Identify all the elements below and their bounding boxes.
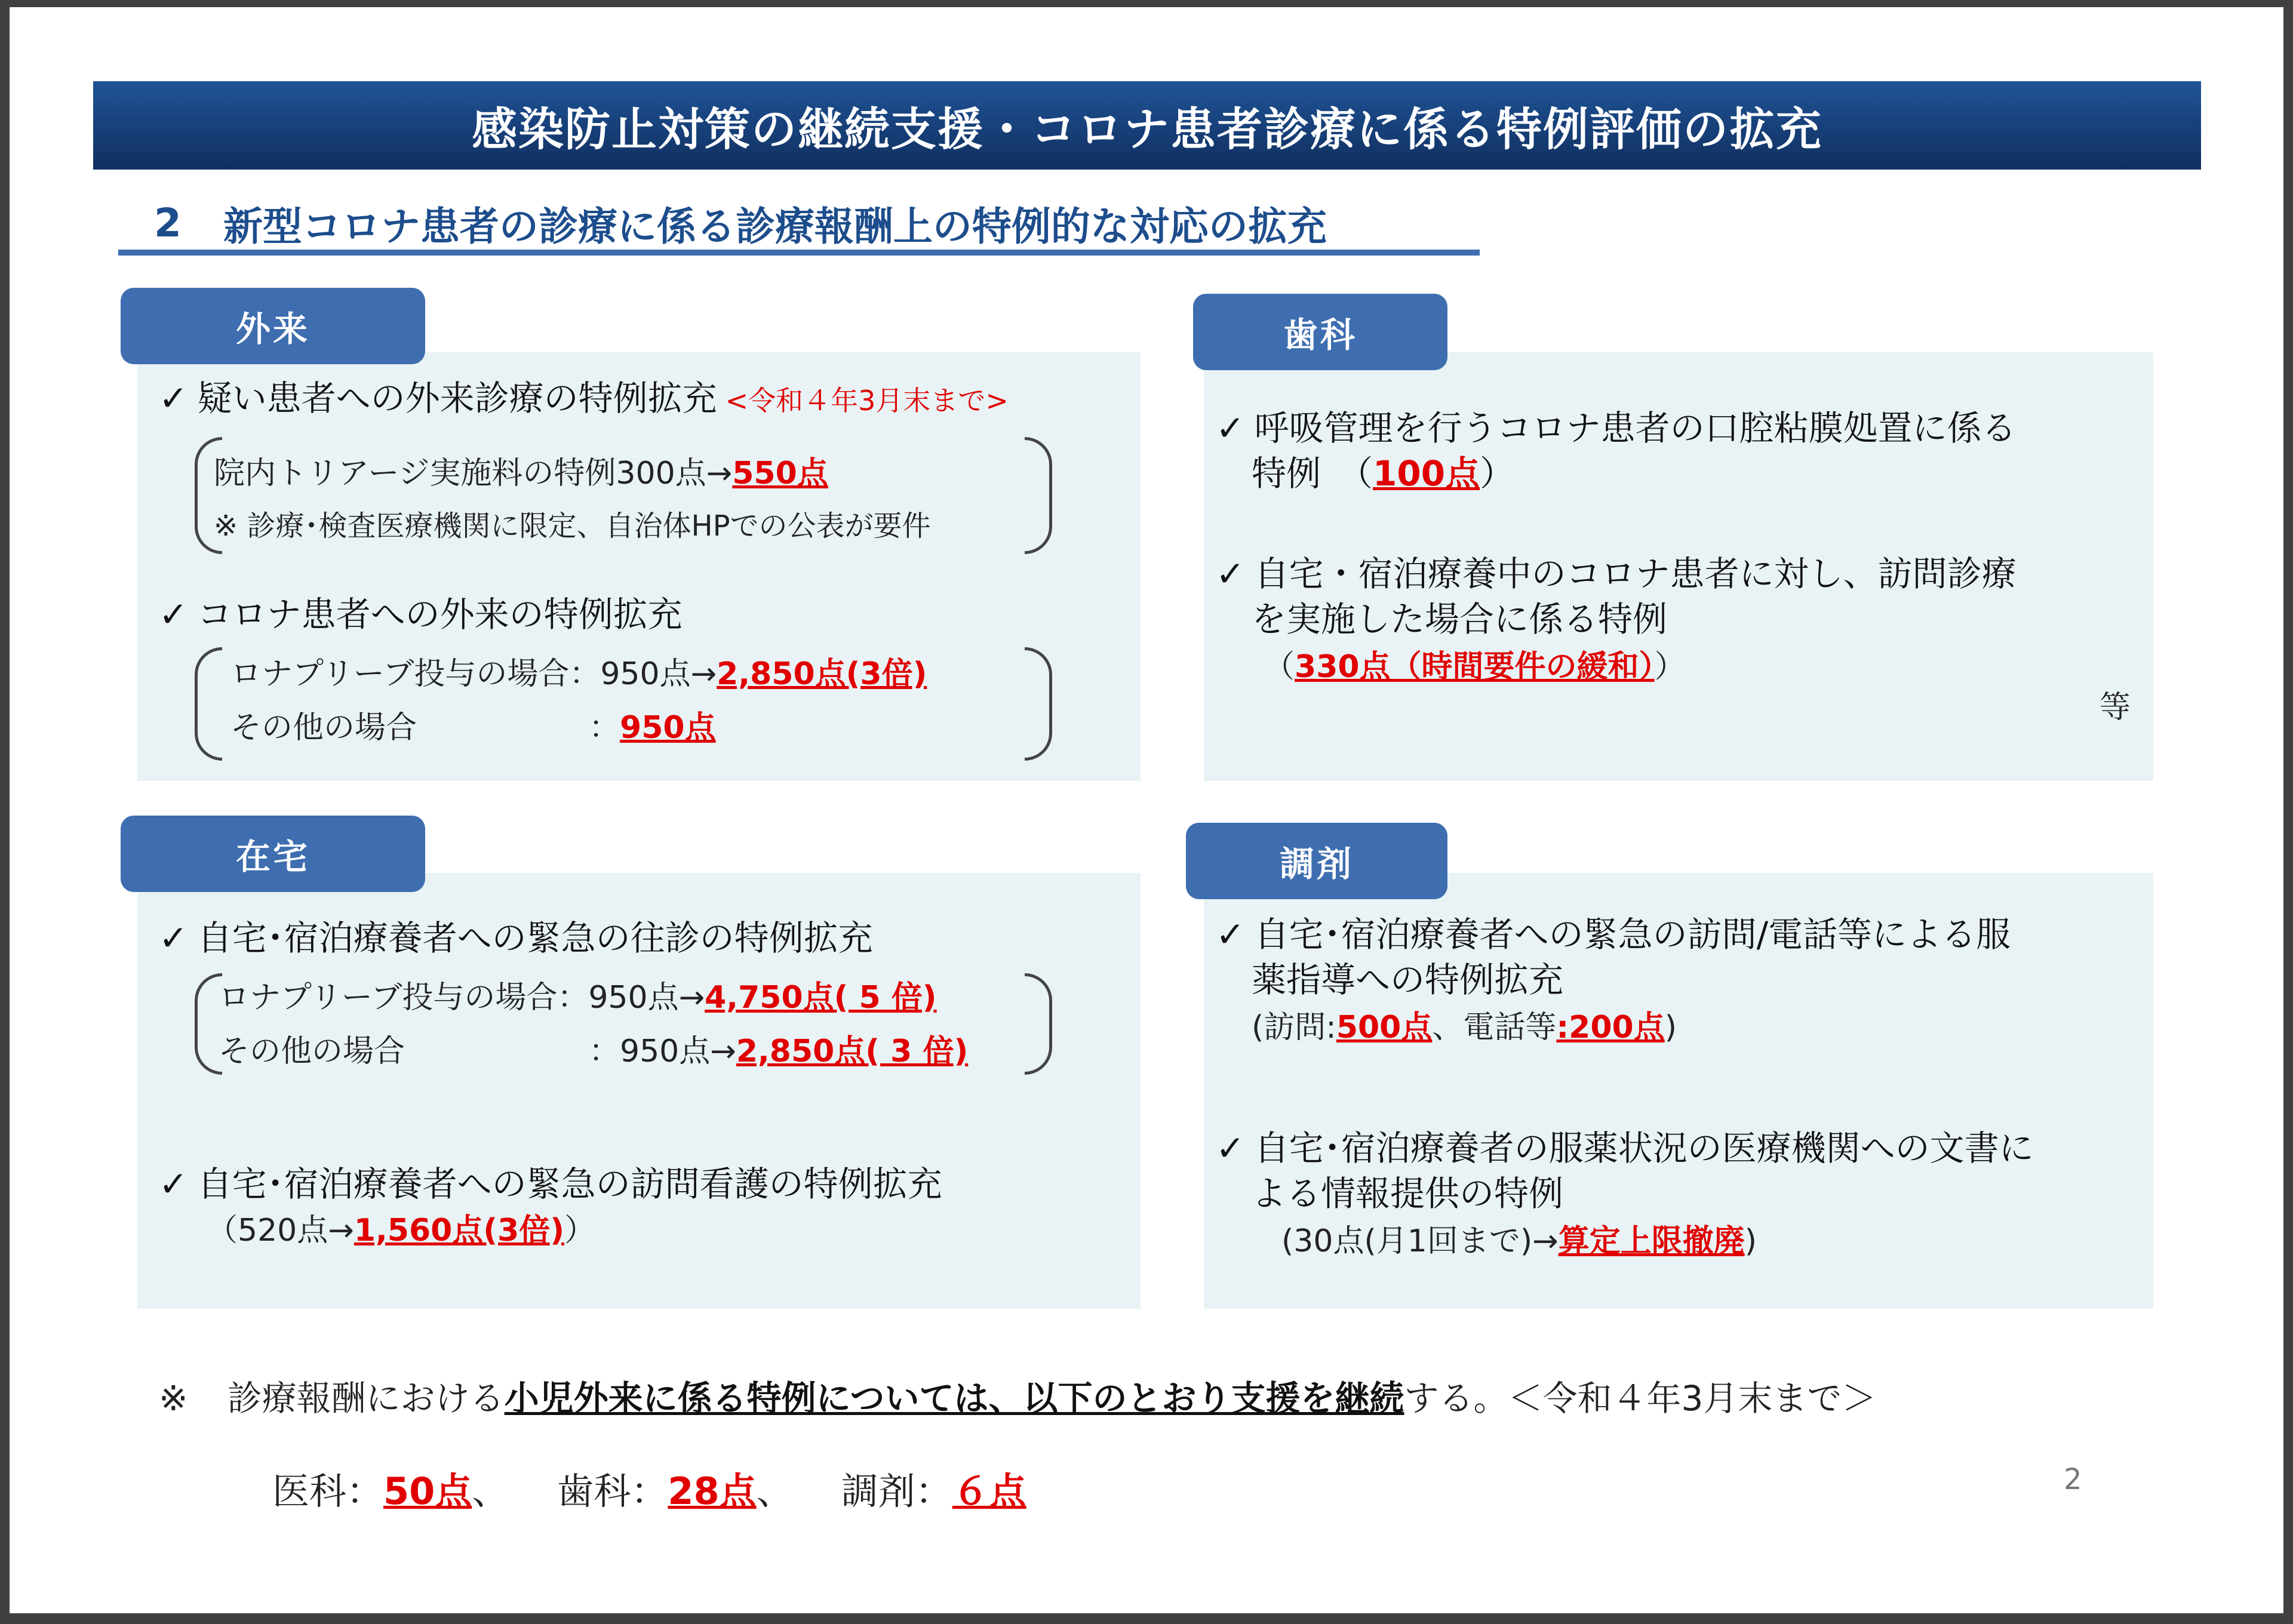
home-other-value: ：950点→2,850点( 3 倍) (589, 1034, 969, 1069)
ronapreve-line: ロナプリーブ投与の場合：950点→2,850点(3倍) (230, 656, 927, 692)
home-other-line: その他の場合 (219, 1034, 405, 1069)
check-icon: ✓ (159, 1164, 188, 1204)
pediatric-points: 医科：50点、 歯科：28点、 調剤：６点 (272, 1469, 1026, 1513)
dental-item-1: ✓ 呼吸管理を行うコロナ患者の口腔粘膜処置に係る (1216, 408, 2017, 448)
dental-item-1-line2: 特例 （100点） (1252, 453, 1515, 494)
triage-fee-line: 院内トリアージ実施料の特例300点→550点 (214, 456, 828, 491)
section-heading-text: 新型コロナ患者の診療に係る診療報酬上の特例的な対応の拡充 (223, 203, 1327, 250)
bracket-right (1025, 973, 1052, 1075)
home-nursing-detail: （520点→1,560点(3倍)） (207, 1213, 596, 1248)
check-icon: ✓ (1216, 1128, 1245, 1168)
triage-note: ※ 診療･検査医療機関に限定、自治体HPでの公表が要件 (214, 509, 931, 543)
other-case-value: ：950点 (589, 710, 716, 746)
dental-tab: 歯科 (1193, 294, 1447, 370)
bracket-left (195, 647, 222, 761)
home-care-tab: 在宅 (121, 816, 425, 892)
check-icon: ✓ (159, 918, 188, 958)
page-title: 感染防止対策の継続支援・コロナ患者診療に係る特例評価の拡充 (93, 81, 2201, 170)
bracket-right (1025, 647, 1052, 761)
pharmacy-item-1-line2: 薬指導への特例拡充 (1252, 959, 1564, 1000)
dental-item-2: ✓ 自宅・宿泊療養中のコロナ患者に対し、訪問診療 (1216, 553, 2017, 594)
outpatient-item-1: ✓ 疑い患者への外来診療の特例拡充 <令和４年3月末まで> (159, 378, 1009, 419)
bracket-right (1025, 437, 1052, 554)
home-care-item-2: ✓ 自宅･宿泊療養者への緊急の訪問看護の特例拡充 (159, 1164, 942, 1204)
outpatient-tab: 外来 (121, 288, 425, 364)
check-icon: ✓ (159, 594, 188, 635)
page-number: 2 (2064, 1463, 2082, 1496)
check-icon: ✓ (159, 378, 188, 419)
check-icon: ✓ (1216, 553, 1245, 594)
check-icon: ✓ (1216, 408, 1245, 448)
pharmacy-item-1-line3: (訪問:500点、電話等:200点) (1252, 1010, 1677, 1045)
outpatient-item-2: ✓ コロナ患者への外来の特例拡充 (159, 594, 683, 635)
dental-item-2-line3: （330点（時間要件の緩和）） (1264, 649, 1686, 685)
other-case-line: その他の場合 (230, 710, 417, 746)
deadline-note: <令和４年3月末まで> (725, 385, 1009, 417)
home-ronapreve-line: ロナプリーブ投与の場合：950点→4,750点( 5 倍) (219, 980, 937, 1016)
pharmacy-item-2: ✓ 自宅･宿泊療養者の服薬状況の医療機関への文書に (1216, 1128, 2034, 1168)
check-icon: ✓ (1216, 914, 1245, 955)
pharmacy-item-2-line3: (30点(月1回まで)→算定上限撤廃) (1281, 1223, 1757, 1259)
dental-item-2-line2: を実施した場合に係る特例 (1252, 599, 1668, 639)
note-mark: ※ (159, 1378, 188, 1419)
etc-label: 等 (2100, 690, 2131, 725)
slide (10, 7, 2283, 1613)
home-care-item-1: ✓ 自宅･宿泊療養者への緊急の往診の特例拡充 (159, 918, 873, 958)
pediatric-note: ※ 診療報酬における小児外来に係る特例については、以下のとおり支援を継続する。＜令和４年3月末まで＞ (159, 1378, 1877, 1419)
section-heading (118, 196, 1480, 256)
section-number: 2 (154, 199, 182, 246)
pharmacy-item-1: ✓ 自宅･宿泊療養者への緊急の訪問/電話等による服 (1216, 914, 2011, 955)
pharmacy-item-2-line2: よる情報提供の特例 (1252, 1173, 1564, 1214)
pharmacy-tab: 調剤 (1186, 823, 1447, 899)
